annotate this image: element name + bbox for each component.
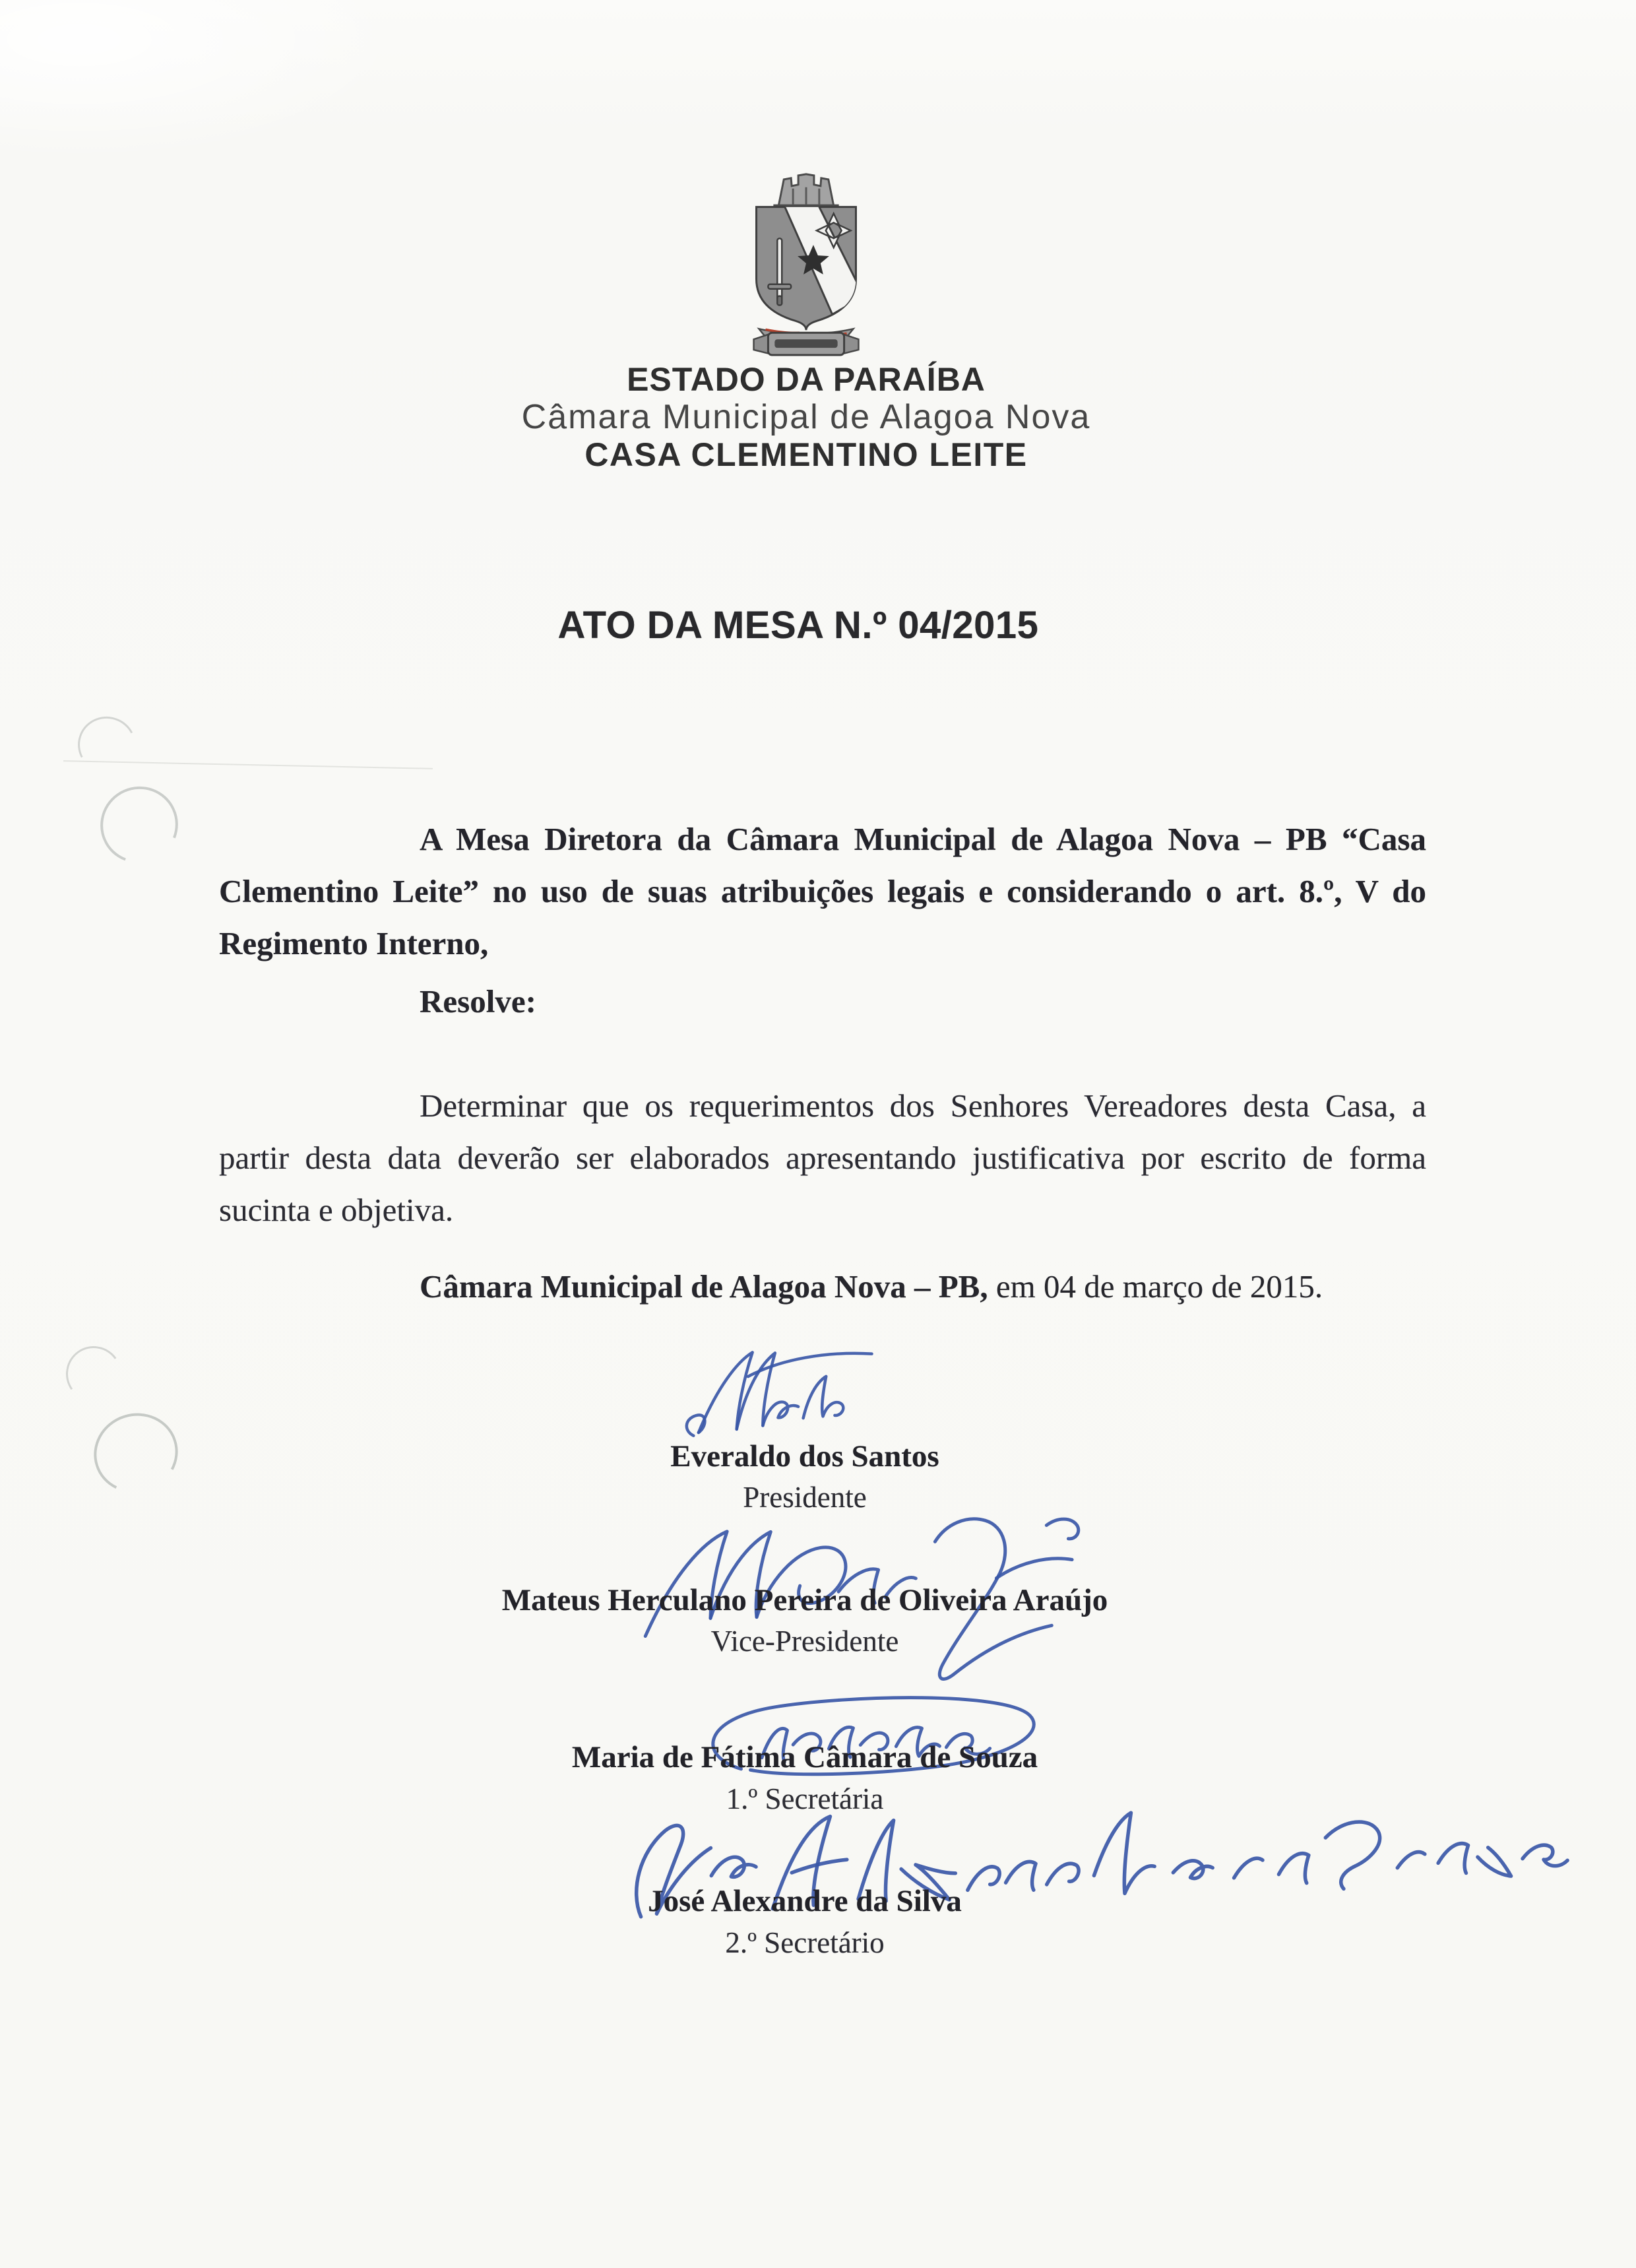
- signatory-name: José Alexandre da Silva: [648, 1884, 962, 1918]
- crest-banner: [754, 333, 859, 355]
- signatory-role: Vice-Presidente: [710, 1625, 899, 1658]
- scan-artifact-circle: [61, 1342, 125, 1406]
- resolve-label: Resolve:: [420, 983, 536, 1020]
- coat-of-arms-icon: [727, 168, 885, 358]
- paragraph-opening: [219, 813, 1426, 969]
- paragraph-line: sucinta e objetiva.: [219, 1192, 454, 1228]
- header-municipality: Câmara Municipal de Alagoa Nova: [521, 398, 1091, 436]
- signatory-name: Mateus Herculano Pereira de Oliveira Araújo: [501, 1583, 1108, 1617]
- scan-artifact-circle: [88, 774, 191, 876]
- paragraph-line: A Mesa Diretora da Câmara Municipal de Alagoa Nova – PB “Casa: [420, 821, 1426, 857]
- signatory-role: 1.º Secretária: [726, 1782, 884, 1815]
- signature-ink-presidente: [668, 1329, 952, 1452]
- dateline-date: em 04 de março de 2015.: [988, 1268, 1323, 1305]
- paragraph-line: partir desta data deverão ser elaborados apresentando justificativa por escrito de forma: [219, 1140, 1426, 1176]
- crest-crown: [773, 174, 838, 206]
- header-house: CASA CLEMENTINO LEITE: [584, 436, 1028, 473]
- scan-artifact-circle: [71, 709, 143, 781]
- paragraph-line: Regimento Interno,: [219, 925, 489, 961]
- paragraph-determination: [219, 1080, 1426, 1236]
- header-state: ESTADO DA PARAÍBA: [627, 361, 986, 398]
- signatory-name: Everaldo dos Santos: [670, 1439, 939, 1474]
- document-title: ATO DA MESA N.º 04/2015: [557, 604, 1039, 647]
- dateline-place: Câmara Municipal de Alagoa Nova – PB,: [420, 1268, 988, 1305]
- signatory-role: 2.º Secretário: [725, 1926, 885, 1959]
- paragraph-line: Determinar que os requerimentos dos Senhores Vereadores desta Casa, a: [420, 1087, 1426, 1124]
- signatory-name: Maria de Fátima Câmara de Souza: [571, 1740, 1038, 1774]
- paragraph-line: Clementino Leite” no uso de suas atribuições legais e considerando o art. 8.º, V do: [219, 873, 1426, 909]
- signatory-role: Presidente: [743, 1481, 867, 1514]
- dateline: [219, 1260, 1426, 1312]
